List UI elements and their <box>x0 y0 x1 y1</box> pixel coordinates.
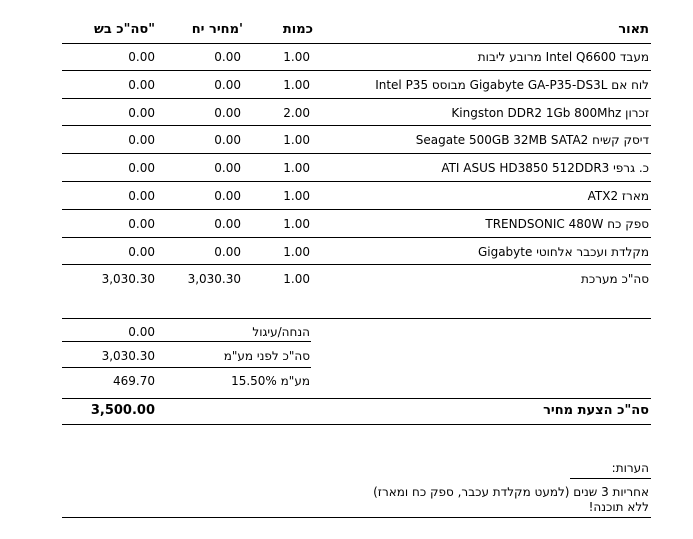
row-divider <box>62 237 651 238</box>
item-description: מעבד Intel Q6600 מרובע ליבות <box>477 50 649 64</box>
notes-line-2: ללא תוכנה! <box>588 500 649 514</box>
item-total: 0.00 <box>128 189 155 203</box>
item-quantity: 1.00 <box>283 245 310 259</box>
grand-total-label: סה"כ הצעת מחיר <box>543 403 649 418</box>
header-divider <box>62 43 651 44</box>
grand-total-top-rule <box>62 398 651 399</box>
pre-vat-label: סה"כ לפני מע"מ <box>223 349 310 363</box>
item-description: כ. גרפי ATI ASUS HD3850 512DDR3 <box>441 161 649 175</box>
item-total: 3,030.30 <box>101 272 155 286</box>
row-divider <box>62 153 651 154</box>
item-description: מארז ATX2 <box>587 189 649 203</box>
item-quantity: 1.00 <box>283 50 310 64</box>
item-unit-price: 0.00 <box>214 245 241 259</box>
row-divider <box>62 70 651 71</box>
row-divider <box>62 209 651 210</box>
item-total: 0.00 <box>128 50 155 64</box>
item-unit-price: 0.00 <box>214 133 241 147</box>
grand-total-bottom-rule <box>62 424 651 425</box>
header-description: תאור <box>618 22 649 37</box>
item-description: ספק כח TRENDSONIC 480W <box>485 217 649 231</box>
item-description: דיסק קשיח Seagate 500GB 32MB SATA2 <box>415 133 649 147</box>
row-divider <box>62 264 651 265</box>
pre-vat-rule <box>62 367 311 368</box>
header-unit-price: מחיר יח' <box>191 22 243 37</box>
item-quantity: 1.00 <box>283 161 310 175</box>
header-total: סה"כ בש" <box>94 22 155 37</box>
notes-bottom-rule <box>62 517 651 518</box>
item-description: זכרון Kingston DDR2 1Gb 800Mhz <box>451 106 649 120</box>
item-description: מקלדת ועכבר אלחוטי Gigabyte <box>477 245 649 259</box>
notes-title: הערות: <box>611 461 649 475</box>
item-total: 0.00 <box>128 161 155 175</box>
item-description: לוח אם Gigabyte GA-P35-DS3L מבוסס Intel P35 <box>375 78 649 92</box>
discount-value: 0.00 <box>128 325 155 339</box>
item-unit-price: 0.00 <box>214 78 241 92</box>
row-divider <box>62 98 651 99</box>
vat-label: מע"מ 15.50% <box>231 374 310 388</box>
item-unit-price: 3,030.30 <box>187 272 241 286</box>
vat-value: 469.70 <box>113 374 155 388</box>
item-total: 0.00 <box>128 133 155 147</box>
row-divider <box>62 181 651 182</box>
notes-line-1: אחריות 3 שנים (למעט מקלדת עכבר, ספק כח ומארז) <box>373 485 649 499</box>
summary-top-rule <box>62 318 651 319</box>
item-quantity: 2.00 <box>283 106 310 120</box>
item-unit-price: 0.00 <box>214 106 241 120</box>
item-total: 0.00 <box>128 217 155 231</box>
discount-rule <box>62 341 311 342</box>
item-quantity: 1.00 <box>283 189 310 203</box>
item-total: 0.00 <box>128 78 155 92</box>
discount-label: הנחה/עיגול <box>252 325 310 339</box>
item-unit-price: 0.00 <box>214 189 241 203</box>
item-total: 0.00 <box>128 106 155 120</box>
item-total: 0.00 <box>128 245 155 259</box>
header-quantity: כמות <box>282 22 313 37</box>
item-unit-price: 0.00 <box>214 50 241 64</box>
item-quantity: 1.00 <box>283 217 310 231</box>
grand-total-value: 3,500.00 <box>90 403 155 418</box>
item-unit-price: 0.00 <box>214 161 241 175</box>
item-quantity: 1.00 <box>283 133 310 147</box>
item-unit-price: 0.00 <box>214 217 241 231</box>
item-quantity: 1.00 <box>283 78 310 92</box>
item-description: סה"כ מערכת <box>581 272 649 286</box>
pre-vat-value: 3,030.30 <box>101 349 155 363</box>
notes-title-underline <box>570 478 651 479</box>
row-divider <box>62 125 651 126</box>
item-quantity: 1.00 <box>283 272 310 286</box>
